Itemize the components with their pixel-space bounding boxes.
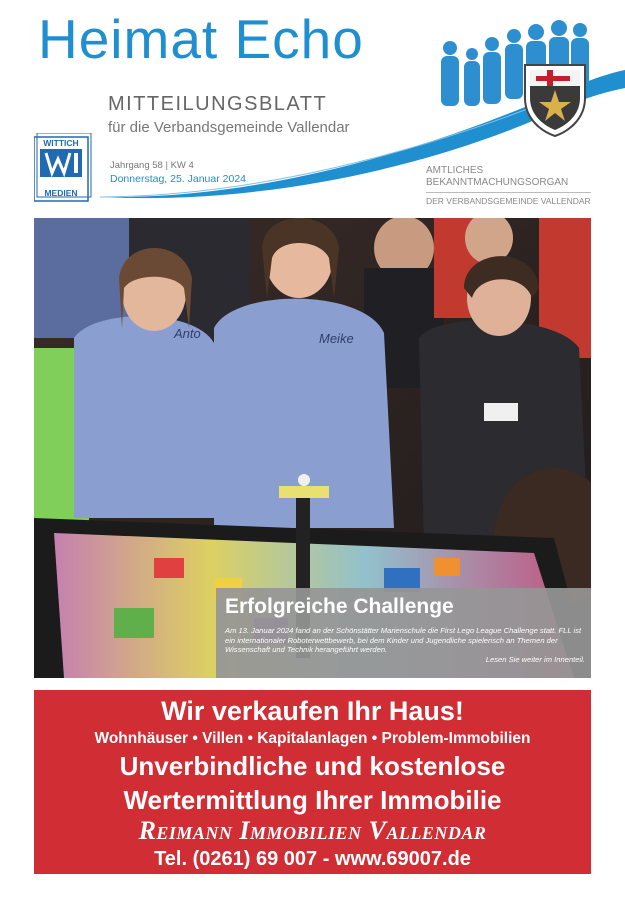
official-line-2: BEKANNTMACHUNGSORGAN <box>426 177 569 188</box>
masthead <box>0 0 625 215</box>
cover-teaser: Am 13. Januar 2024 fand an der Schönstätter Marienschule die First Lego League Challenge statt. FLL ist ein internationaler Roboterwettbewerb, bei dem Kinder und Jugendliche spielerisch an Themen der Wissenschaft und Technik herangeführt werden. <box>225 626 582 655</box>
cover-headline: Erfolgreiche Challenge <box>225 595 454 618</box>
official-line-1: AMTLICHES <box>426 165 484 176</box>
publisher-name-bottom: MEDIEN <box>44 188 78 198</box>
publication-tagline: für die Verbandsgemeinde Vallendar <box>108 119 350 136</box>
ad-company-name: Reimann Immobilien Vallendar <box>138 816 487 845</box>
ad-offer-line-1: Unverbindliche und kostenlose <box>119 751 506 781</box>
issue-date: Donnerstag, 25. Januar 2024 <box>110 173 247 185</box>
shirt-label-1: Anto <box>174 326 201 341</box>
real-estate-ad <box>34 690 591 874</box>
ad-categories: Wohnhäuser • Villen • Kapitalanlagen • Problem-Immobilien <box>94 730 531 747</box>
coat-of-arms-icon <box>522 62 588 138</box>
issue-number: Jahrgang 58 | KW 4 <box>110 160 194 171</box>
shirt-label-2: Meike <box>319 331 354 346</box>
official-line-3: DER VERBANDSGEMEINDE VALLENDAR <box>426 196 591 206</box>
ad-offer-line-2: Wertermittlung Ihrer Immobilie <box>123 785 502 815</box>
ad-headline: Wir verkaufen Ihr Haus! <box>161 696 464 726</box>
page-title: Heimat Echo <box>38 8 364 70</box>
publication-subtitle: MITTEILUNGSBLATT <box>108 93 328 115</box>
ad-contact: Tel. (0261) 69 007 - www.69007.de <box>154 848 471 870</box>
publisher-logo <box>34 133 94 203</box>
read-more-text: Lesen Sie weiter im Innenteil. <box>485 655 585 664</box>
official-notice-label <box>426 165 568 189</box>
publisher-name-top: WITTICH <box>43 138 79 148</box>
official-divider <box>426 192 591 193</box>
